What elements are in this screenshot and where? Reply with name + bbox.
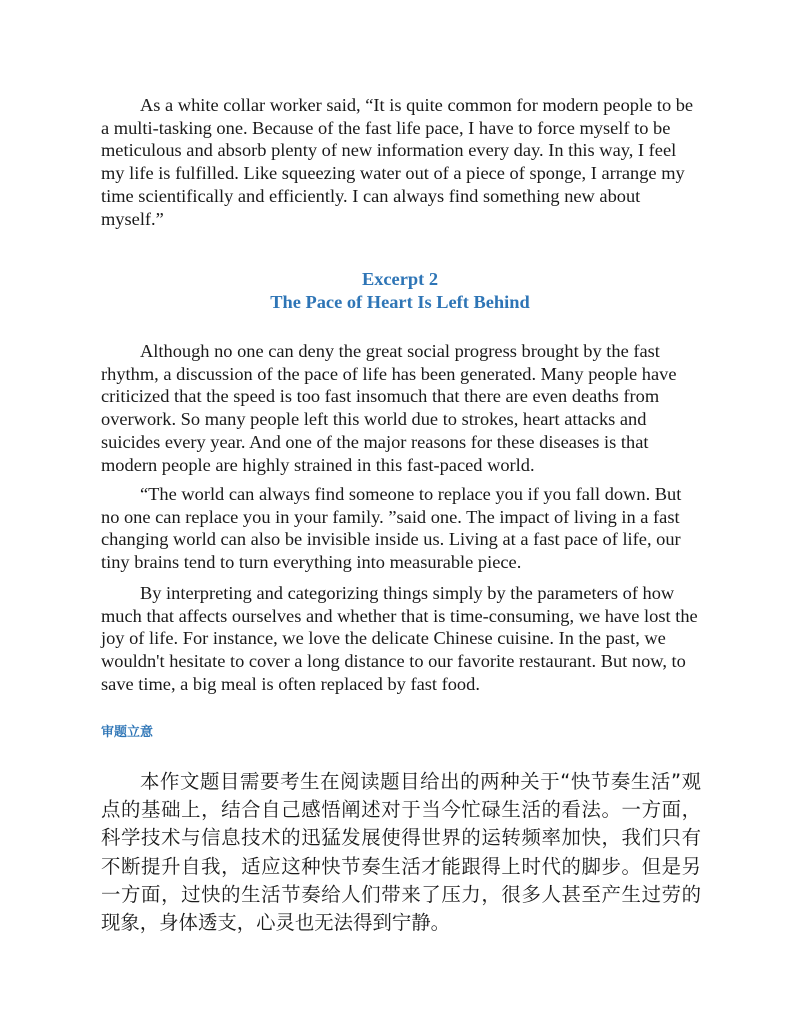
analysis-heading: 审题立意	[101, 725, 154, 740]
excerpt-title: The Pace of Heart Is Left Behind	[270, 292, 530, 312]
body-paragraph-2: “The world can always find someone to replace you if you fall down. But no one can replace you in your family. ”said one. The impact of living in a fast changing world can also be invisible inside us. Living at a fast pace of life, our tiny brains tend to turn everything into measurable piece.	[101, 484, 682, 573]
quote-paragraph: As a white collar worker said, “It is quite common for modern people to be a multi-tasking one. Because of the fast life pace, I have to force myself to be meticulous and absorb plenty of new information every day. In this way, I feel my life is fulfilled. Like squeezing water out of a piece of sponge, I arrange my time scientifically and efficiently. I can always find something new about myself.”	[101, 95, 694, 229]
body-paragraph-1: Although no one can deny the great social progress brought by the fast rhythm, a discussion of the pace of life has been generated. Many people have criticized that the speed is too fast insomuch that there are even deaths from overwork. So many people left this world due to strokes, heart attacks and suicides every year. And one of the major reasons for these diseases is that modern people are highly strained in this fast-paced world.	[101, 341, 677, 475]
body-paragraph-3: By interpreting and categorizing things simply by the parameters of how much that affects ourselves and whether that is time-consuming, we have lost the joy of life. For instance, we love the delicate Chinese cuisine. In the past, we wouldn't hesitate to cover a long distance to our favorite restaurant. But now, to save time, a big meal is often replaced by fast food.	[101, 583, 698, 694]
analysis-paragraph: 本作文题目需要考生在阅读题目给出的两种关于“快节奏生活”观点的基础上，结合自己感悟阐述对于当今忙碌生活的看法。一方面，科学技术与信息技术的迅猛发展使得世界的运转频率加快，我们只有不断提升自我，适应这种快节奏生活才能跟得上时代的脚步。但是另一方面，过快的生活节奏给人们带来了压力，很多人甚至产生过劳的现象，身体透支，心灵也无法得到宁静。	[101, 770, 701, 935]
excerpt-label: Excerpt 2	[361, 269, 439, 289]
